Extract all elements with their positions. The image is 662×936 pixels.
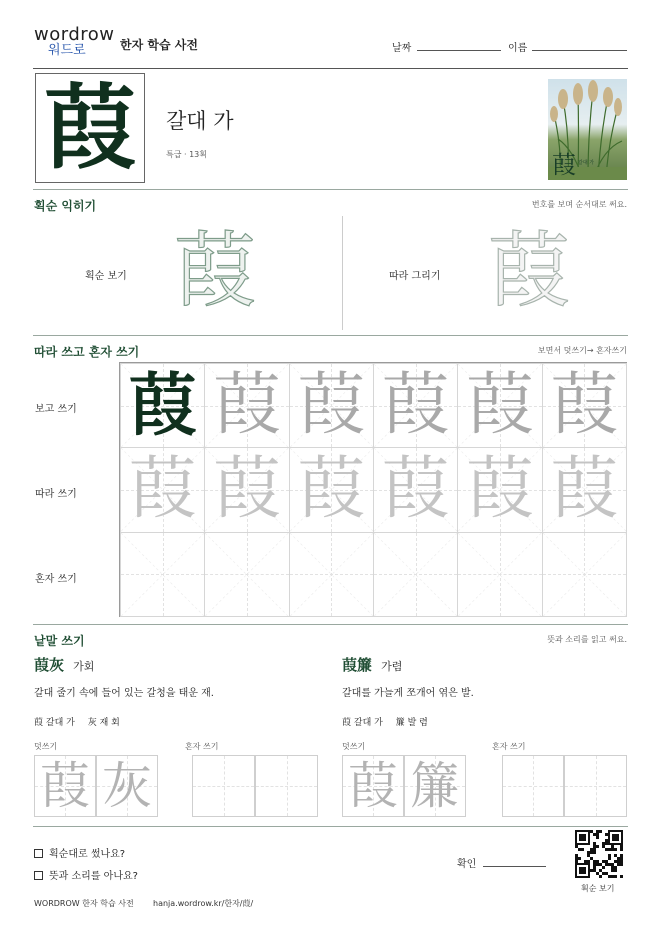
trace-char: 葭 — [381, 449, 450, 529]
word-1-heading — [34, 654, 94, 675]
word-1-c2-gloss: 재 회 — [99, 718, 120, 728]
word-1-c2: 灰 — [87, 718, 97, 728]
word-1-hanja: 葭灰 — [34, 656, 65, 674]
confirm-field[interactable] — [483, 866, 546, 867]
qr-label: 획순 보기 — [581, 884, 615, 893]
word-2-hanja: 葭簾 — [342, 656, 373, 674]
stroke-section-instruction: 번호를 보며 순서대로 써요. — [531, 200, 627, 209]
footer-url[interactable]: hanja.wordrow.kr/한자/葭/ — [153, 899, 254, 908]
trace-char: 葭 — [550, 365, 619, 445]
footer-brand: WORDROW 한자 학습 사전 — [34, 899, 134, 908]
logo-korean: 워드로 — [48, 43, 86, 58]
grid-cell[interactable] — [542, 532, 627, 617]
grid-cell[interactable] — [204, 532, 289, 617]
header-rule — [33, 68, 628, 69]
check2-label: 뜻과 소리를 아나요? — [49, 871, 138, 882]
word-1-self-label: 혼자 쓰기 — [185, 742, 219, 751]
rule-4 — [33, 826, 628, 827]
word-2-trace-cell-1[interactable]: 葭 — [342, 755, 404, 817]
grid-cell[interactable] — [373, 532, 458, 617]
main-char-box — [35, 73, 145, 183]
word-1-definition: 갈대 줄기 속에 들어 있는 갈청을 태운 재. — [34, 688, 214, 699]
stroke-section-title: 획순 익히기 — [34, 199, 97, 213]
checklist-item-2[interactable] — [34, 867, 138, 882]
stroke-view-label: 획순 보기 — [85, 271, 127, 282]
stroke-order-glyph: 葭 — [173, 224, 256, 319]
grid-cell[interactable] — [289, 447, 374, 532]
row-label-trace: 따라 쓰기 — [35, 489, 77, 500]
word-1-gloss — [34, 715, 120, 728]
check1-label: 획순대로 썼나요? — [49, 849, 126, 860]
model-char: 葭 — [128, 365, 197, 446]
grid-cell[interactable] — [457, 447, 542, 532]
grid-cell[interactable] — [204, 447, 289, 532]
word-1-reading: 가회 — [73, 660, 95, 673]
date-field[interactable] — [417, 50, 501, 51]
qr-code-icon[interactable] — [575, 830, 623, 878]
trace-char: 葭 — [297, 365, 366, 445]
word-2-definition: 갈대를 가늘게 쪼개어 엮은 발. — [342, 688, 474, 699]
grid-cell[interactable] — [204, 363, 289, 448]
row-label-view: 보고 쓰기 — [35, 404, 77, 415]
word-1-trace-cell-1[interactable]: 葭 — [34, 755, 96, 817]
word-2-c2: 簾 — [395, 718, 405, 728]
checklist-item-1[interactable] — [34, 845, 125, 860]
writing-section-title: 따라 쓰고 혼자 쓰기 — [34, 345, 140, 359]
grid-cell[interactable] — [120, 532, 205, 617]
writing-grid — [119, 362, 627, 617]
stroke-order-diagram — [170, 224, 260, 320]
grid-cell[interactable] — [457, 363, 542, 448]
word-2-self-cell-2[interactable] — [564, 755, 627, 817]
word-2-gloss — [342, 715, 428, 728]
word-2-reading: 가렴 — [381, 660, 403, 673]
words-section-title: 낱말 쓰기 — [34, 634, 85, 648]
word-2-heading — [342, 654, 402, 675]
grid-cell[interactable] — [120, 447, 205, 532]
word-1-c1-gloss: 갈대 가 — [45, 718, 75, 728]
writing-section-instruction: 보면서 덧쓰기→ 혼자쓰기 — [537, 346, 627, 355]
meaning-sound: 갈대 가 — [166, 109, 234, 133]
word-1-trace-label: 덧쓰기 — [34, 742, 58, 751]
trace-char: 葭 — [465, 449, 534, 529]
trace-char: 葭 — [550, 449, 619, 529]
checkbox-icon[interactable] — [34, 849, 43, 858]
grid-cell[interactable] — [542, 363, 627, 448]
trace-char: 葭 — [128, 449, 197, 529]
grid-cell[interactable] — [120, 363, 205, 448]
thumb-glyph: 葭 — [552, 151, 576, 179]
word-2-self-cell-1[interactable] — [502, 755, 564, 817]
level-strokes: 특급 · 13획 — [166, 150, 207, 159]
stroke-trace-diagram[interactable] — [484, 224, 574, 320]
word-2-c1: 葭 — [342, 718, 352, 728]
words-section-instruction: 뜻과 소리를 읽고 써요. — [547, 635, 627, 644]
main-char: 葭 — [43, 74, 136, 182]
trace-char: 葭 — [212, 449, 281, 529]
word-2-self-label: 혼자 쓰기 — [492, 742, 526, 751]
rule-3 — [33, 624, 628, 625]
grid-cell[interactable] — [542, 447, 627, 532]
word-2-trace-cell-2[interactable]: 簾 — [404, 755, 466, 817]
row-label-self: 혼자 쓰기 — [35, 574, 77, 585]
grid-cell[interactable] — [289, 532, 374, 617]
stroke-divider — [342, 216, 343, 330]
date-label: 날짜 — [392, 43, 412, 54]
trace-char: 葭 — [212, 365, 281, 445]
trace-char: 葭 — [381, 365, 450, 445]
reed-illustration — [548, 79, 627, 180]
grid-cell[interactable] — [373, 447, 458, 532]
word-1-self-cell-2[interactable] — [255, 755, 318, 817]
word-1-self-cell-1[interactable] — [192, 755, 255, 817]
confirm-label: 확인 — [457, 859, 477, 870]
name-label: 이름 — [508, 43, 528, 54]
grid-cell[interactable] — [373, 363, 458, 448]
name-field[interactable] — [532, 50, 627, 51]
header-title: 한자 학습 사전 — [120, 38, 198, 52]
rule-2 — [33, 335, 628, 336]
stroke-trace-glyph: 葭 — [487, 224, 570, 319]
word-2-c2-gloss: 발 렴 — [407, 718, 428, 728]
logo — [34, 26, 114, 62]
word-2-trace-label: 덧쓰기 — [342, 742, 366, 751]
trace-char: 葭 — [297, 449, 366, 529]
word-1-trace-cell-2[interactable]: 灰 — [96, 755, 158, 817]
trace-char: 葭 — [465, 365, 534, 445]
word-1-c1: 葭 — [34, 718, 44, 728]
grid-cell[interactable] — [457, 532, 542, 617]
grid-cell[interactable] — [289, 363, 374, 448]
thumb-text: 갈대 가 — [578, 160, 595, 166]
word-2-c1-gloss: 갈대 가 — [353, 718, 383, 728]
rule-1 — [33, 189, 628, 190]
logo-wordmark: wordrow — [34, 24, 115, 45]
checkbox-icon[interactable] — [34, 871, 43, 880]
stroke-trace-label: 따라 그리기 — [389, 271, 441, 282]
